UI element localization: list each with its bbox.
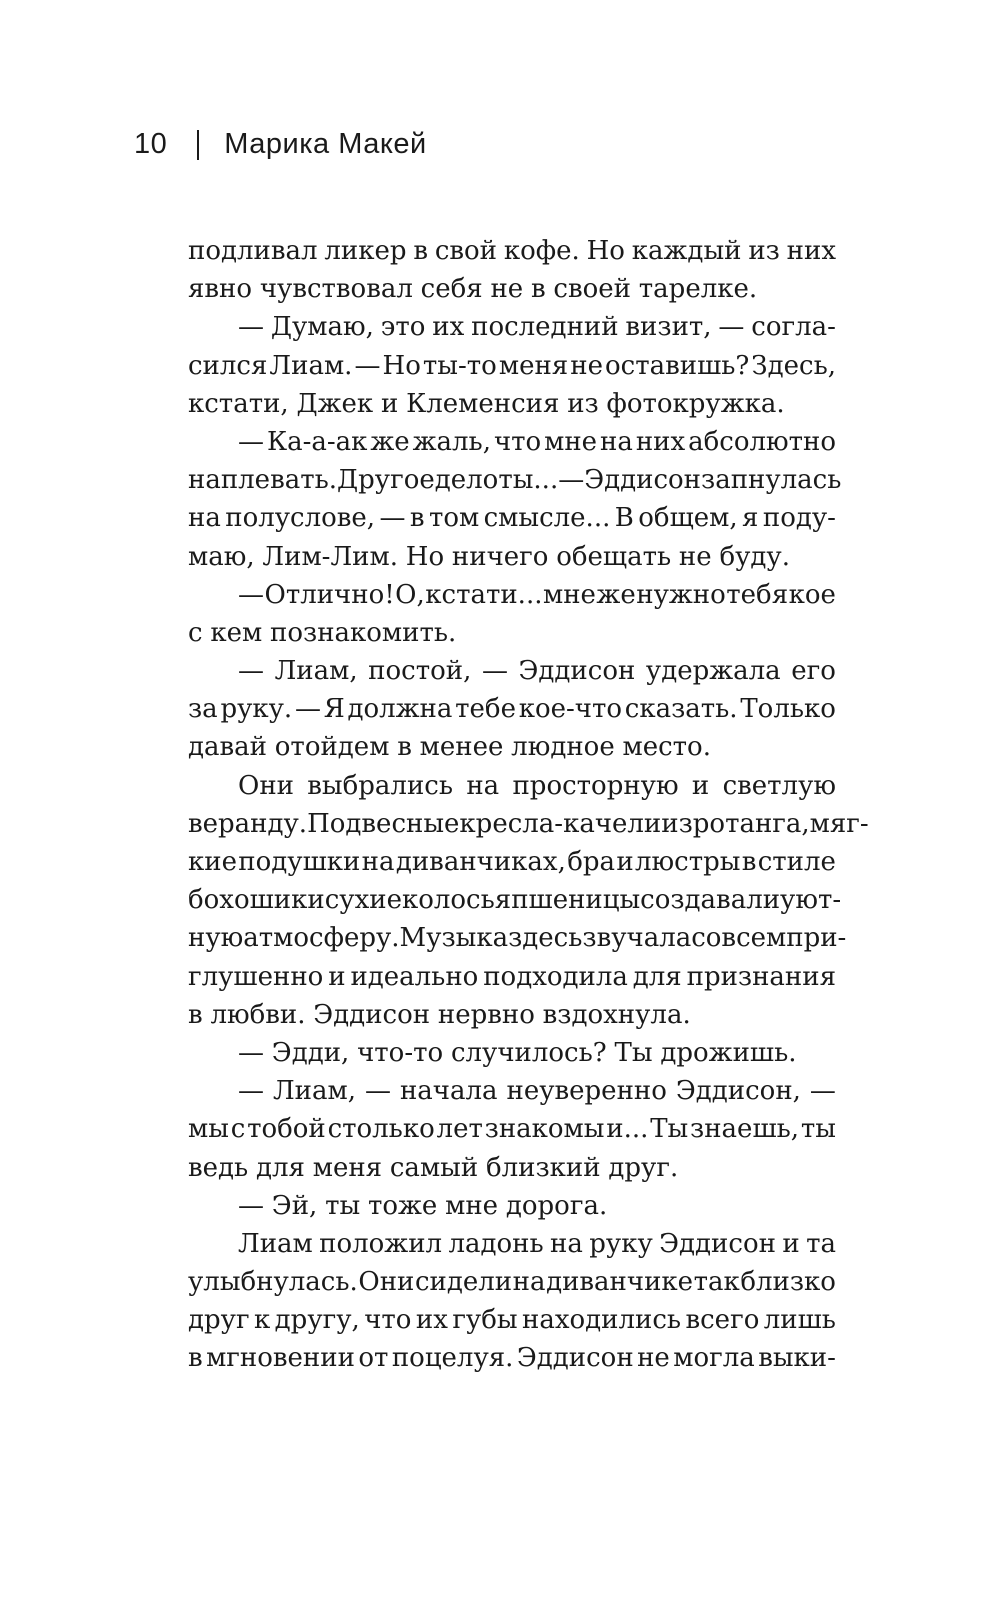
text-line: Лиам положил ладонь на руку Эддисон и та [238,1228,836,1259]
page-number: 10 [134,128,168,160]
text-line: ную атмосферу. Музыка здесь звучала совсем при- [188,923,847,954]
text-line: подливал ликер в свой кофе. Но каждый из них [188,236,836,266]
text-line: — Ка-а-ак же жаль, что мне на них абсолютно [238,426,836,457]
text-line: ведь для меня самый близкий друг. [188,1152,679,1183]
text-line: друг к другу, что их губы находились всего лишь [188,1305,836,1336]
text-line: — Эй, ты тоже мне дорога. [238,1190,608,1221]
text-line: с кем познакомить. [188,617,457,648]
running-head [134,128,427,161]
text-line: бохо шик и сухие колосья пшеницы создавали уют- [188,885,842,916]
text-line: веранду. Подвесные кресла-качели из ротанга, мяг- [188,808,869,839]
text-line: явно чувствовал себя не в своей тарелке. [188,274,758,305]
text-line: — Лиам, постой, — Эддисон удержала его [238,656,836,687]
text-line: кие подушки на диванчиках, бра и люстры в стиле [188,847,836,877]
text-line: наплевать. Другое дело ты... — Эддисон запнулась [188,465,842,496]
body-text [188,232,869,1378]
author-name: Марика Макей [224,128,427,160]
text-line: — Отлично! О, кстати... мне же нужно тебя кое [238,579,836,610]
text-line: мы с тобой столько лет знакомы и... Ты знаешь, ты [188,1114,836,1145]
text-line: — Думаю, это их последний визит, — согла- [238,312,836,343]
text-line: за руку. — Я должна тебе кое-что сказать. Только [188,694,836,725]
text-line: кстати, Джек и Клеменсия из фотокружка. [188,388,785,419]
text-line: на полуслове, — в том смысле... В общем, я поду- [188,503,836,534]
text-line: улыбнулась. Они сидели на диванчике так близко [188,1267,836,1298]
text-line: — Лиам, — начала неуверенно Эддисон, — [238,1076,836,1107]
text-line: давай отойдем в менее людное место. [188,732,711,763]
text-line: маю, Лим-Лим. Но ничего обещать не буду. [188,541,790,572]
text-line: — Эдди, что-то случилось? Ты дрожишь. [238,1037,797,1068]
text-line: Они выбрались на просторную и светлую [238,770,836,801]
text-line: глушенно и идеально подходила для признания [188,961,836,992]
header-separator [197,130,199,160]
text-line: сился Лиам. — Но ты-то меня не оставишь? Здесь, [188,350,836,381]
text-line: в любви. Эддисон нервно вздохнула. [188,999,691,1030]
text-line: в мгновении от поцелуя. Эддисон не могла выки- [188,1343,836,1374]
